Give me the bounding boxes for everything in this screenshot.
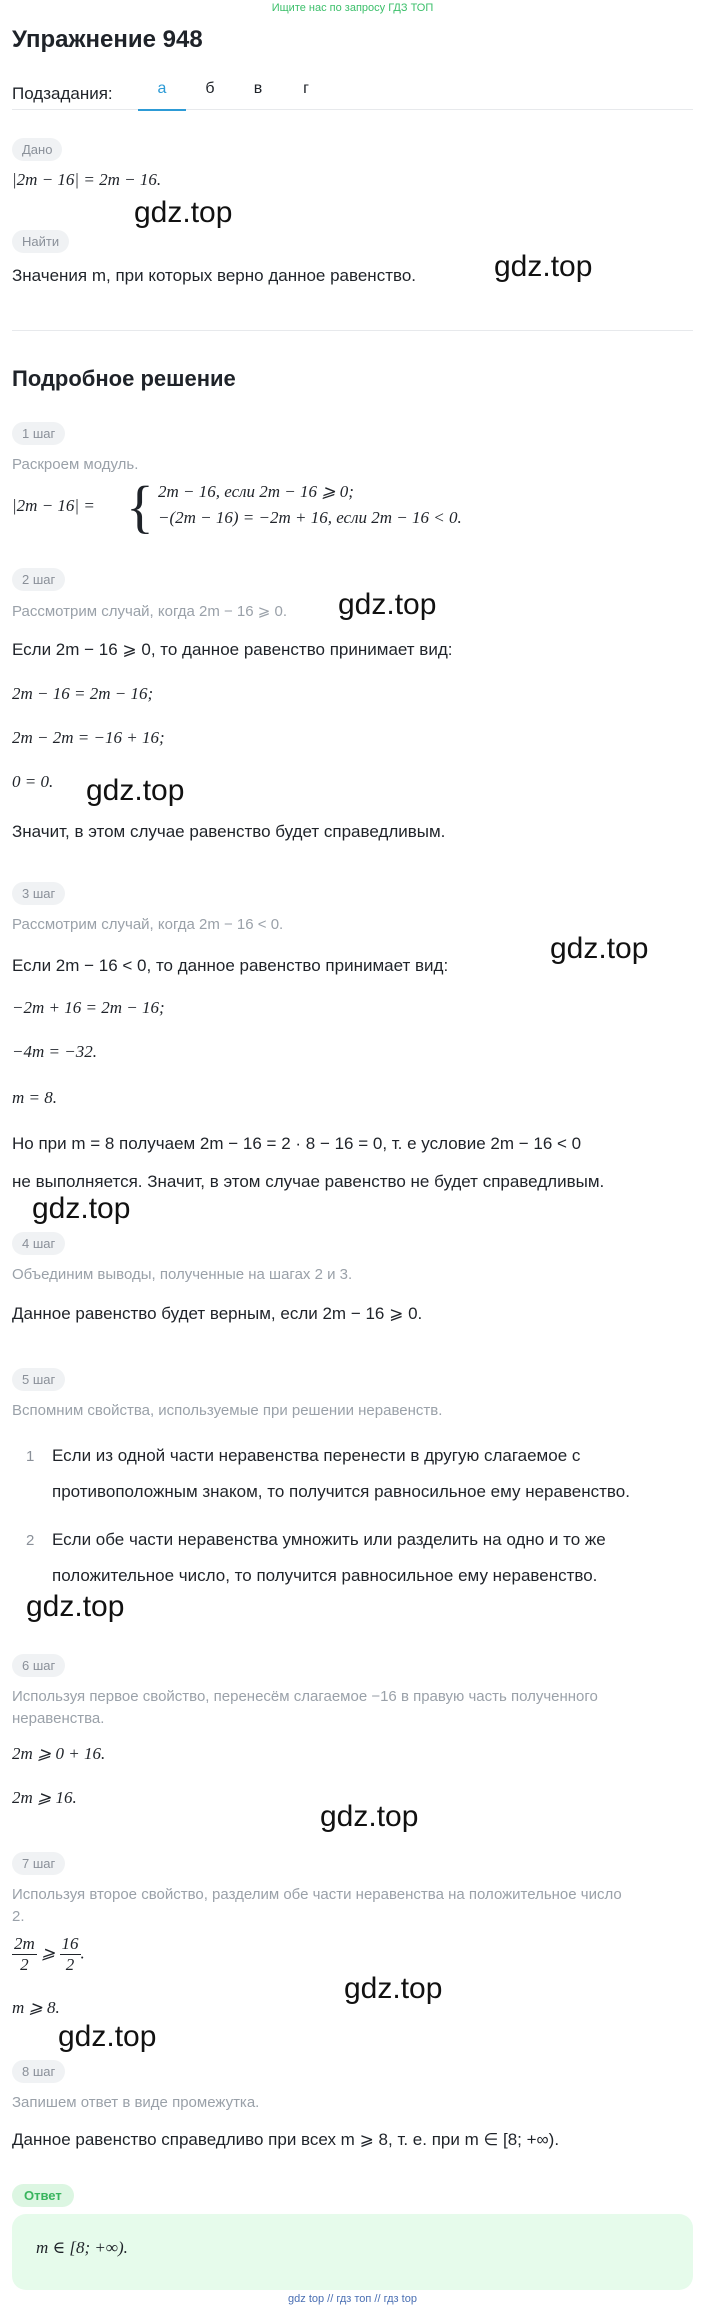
- watermark: gdz.top: [494, 250, 593, 283]
- numerator: 2m: [14, 1934, 35, 1953]
- step4-muted: Объединим выводы, полученные на шагах 2 и 3.: [12, 1266, 353, 1283]
- step2-line1: 2m − 16 = 2m − 16;: [12, 684, 154, 703]
- property-line: Если обе части неравенства умножить или разделить на одно и то же: [52, 1530, 606, 1549]
- step8-pill: 8 шаг: [12, 2060, 65, 2083]
- subtask-tabs: [12, 78, 693, 110]
- tab-g[interactable]: г: [303, 79, 309, 97]
- property-line-continued: положительное число, то получится равносильное ему неравенство.: [52, 1566, 598, 1585]
- step7-pill: 7 шаг: [12, 1852, 65, 1875]
- step2-conclusion: Значит, в этом случае равенство будет справедливым.: [12, 822, 446, 841]
- step1-case2: −(2m − 16) = −2m + 16, если 2m − 16 < 0.: [158, 508, 462, 527]
- tab-a[interactable]: а: [138, 78, 186, 110]
- answer-pill: Ответ: [12, 2184, 74, 2207]
- step8-text: Данное равенство справедливо при всех m ⩾ 8, т. е. при m ∈ [8; +∞).: [12, 2130, 560, 2149]
- step7-muted1: Используя второе свойство, разделим обе части неравенства на положительное число: [12, 1886, 622, 1903]
- tab-b[interactable]: б: [205, 79, 215, 97]
- find-text: Значения m, при которых верно данное равенство.: [12, 266, 416, 285]
- step8-muted: Запишем ответ в виде промежутка.: [12, 2094, 260, 2111]
- step2-muted: Рассмотрим случай, когда 2m − 16 ⩾ 0.: [12, 603, 288, 620]
- step4-pill: 4 шаг: [12, 1232, 65, 1255]
- step6-muted1: Используя первое свойство, перенесём слагаемое −16 в правую часть полученного: [12, 1688, 598, 1705]
- watermark: gdz.top: [344, 1972, 443, 2005]
- property-item: [26, 1530, 606, 1550]
- step3-conclusion2: не выполняется. Значит, в этом случае равенство не будет справедливым.: [12, 1172, 605, 1191]
- step7-muted2: 2.: [12, 1908, 25, 1925]
- given-pill: Дано: [12, 138, 62, 161]
- step3-pill: 3 шаг: [12, 882, 65, 905]
- fraction: [60, 1934, 81, 1975]
- watermark: gdz.top: [58, 2020, 157, 2053]
- step7-fraction-line: [12, 1934, 85, 1975]
- denominator: 2: [12, 1954, 37, 1975]
- answer-box: [12, 2214, 693, 2290]
- watermark: gdz.top: [338, 588, 437, 621]
- step3-intro: Если 2m − 16 < 0, то данное равенство принимает вид:: [12, 956, 449, 975]
- period: .: [80, 1943, 85, 1963]
- divider: [12, 330, 693, 331]
- step1-lhs: |2m − 16| =: [12, 496, 95, 515]
- numerator: 16: [61, 1934, 79, 1953]
- step2-line3: 0 = 0.: [12, 772, 54, 791]
- given-equation: |2m − 16| = 2m − 16.: [12, 170, 162, 189]
- tab-v[interactable]: в: [253, 79, 263, 97]
- step2-line2: 2m − 2m = −16 + 16;: [12, 728, 165, 747]
- property-item: [26, 1446, 580, 1466]
- step7-line2: m ⩾ 8.: [12, 1998, 60, 2017]
- subtasks-label: Подзадания:: [12, 83, 113, 103]
- step2-pill: 2 шаг: [12, 568, 65, 591]
- property-number: 2: [26, 1532, 35, 1549]
- step1-muted: Раскроем модуль.: [12, 456, 139, 473]
- top-banner[interactable]: Ищите нас по запросу ГДЗ ТОП: [271, 2, 434, 14]
- property-line-continued: противоположным знаком, то получится равносильное ему неравенство.: [52, 1482, 630, 1501]
- watermark: gdz.top: [86, 774, 185, 807]
- step5-muted: Вспомним свойства, используемые при решении неравенств.: [12, 1402, 443, 1419]
- step4-text: Данное равенство будет верным, если 2m − 16 ⩾ 0.: [12, 1304, 423, 1323]
- step1-case1: 2m − 16, если 2m − 16 ⩾ 0;: [158, 482, 354, 501]
- step3-conclusion1: Но при m = 8 получаем 2m − 16 = 2 · 8 − 16 = 0, т. е условие 2m − 16 < 0: [12, 1134, 582, 1153]
- footer-links[interactable]: gdz top // гдз топ // гдз top: [288, 2293, 417, 2305]
- relation: ⩾: [41, 1943, 56, 1963]
- step6-muted2: неравенства.: [12, 1710, 105, 1727]
- step6-pill: 6 шаг: [12, 1654, 65, 1677]
- step3-line2: −4m = −32.: [12, 1042, 97, 1061]
- step3-line3: m = 8.: [12, 1088, 57, 1107]
- step2-intro: Если 2m − 16 ⩾ 0, то данное равенство принимает вид:: [12, 640, 453, 659]
- brace-icon: {: [126, 474, 154, 539]
- watermark: gdz.top: [32, 1192, 131, 1225]
- property-number: 1: [26, 1448, 35, 1465]
- step1-pill: 1 шаг: [12, 422, 65, 445]
- step6-line1: 2m ⩾ 0 + 16.: [12, 1744, 106, 1763]
- watermark: gdz.top: [550, 932, 649, 965]
- step3-muted: Рассмотрим случай, когда 2m − 16 < 0.: [12, 916, 284, 933]
- watermark: gdz.top: [26, 1590, 125, 1623]
- step3-line1: −2m + 16 = 2m − 16;: [12, 998, 165, 1017]
- property-line: Если из одной части неравенства перенести в другую слагаемое с: [52, 1446, 581, 1465]
- find-pill: Найти: [12, 230, 69, 253]
- answer-value: m ∈ [8; +∞).: [36, 2238, 128, 2257]
- step5-pill: 5 шаг: [12, 1368, 65, 1391]
- denominator: 2: [60, 1954, 81, 1975]
- watermark: gdz.top: [320, 1800, 419, 1833]
- watermark: gdz.top: [134, 196, 233, 229]
- fraction: [12, 1934, 37, 1975]
- step6-line2: 2m ⩾ 16.: [12, 1788, 77, 1807]
- solution-title: Подробное решение: [12, 366, 236, 391]
- page-title: Упражнение 948: [12, 26, 203, 53]
